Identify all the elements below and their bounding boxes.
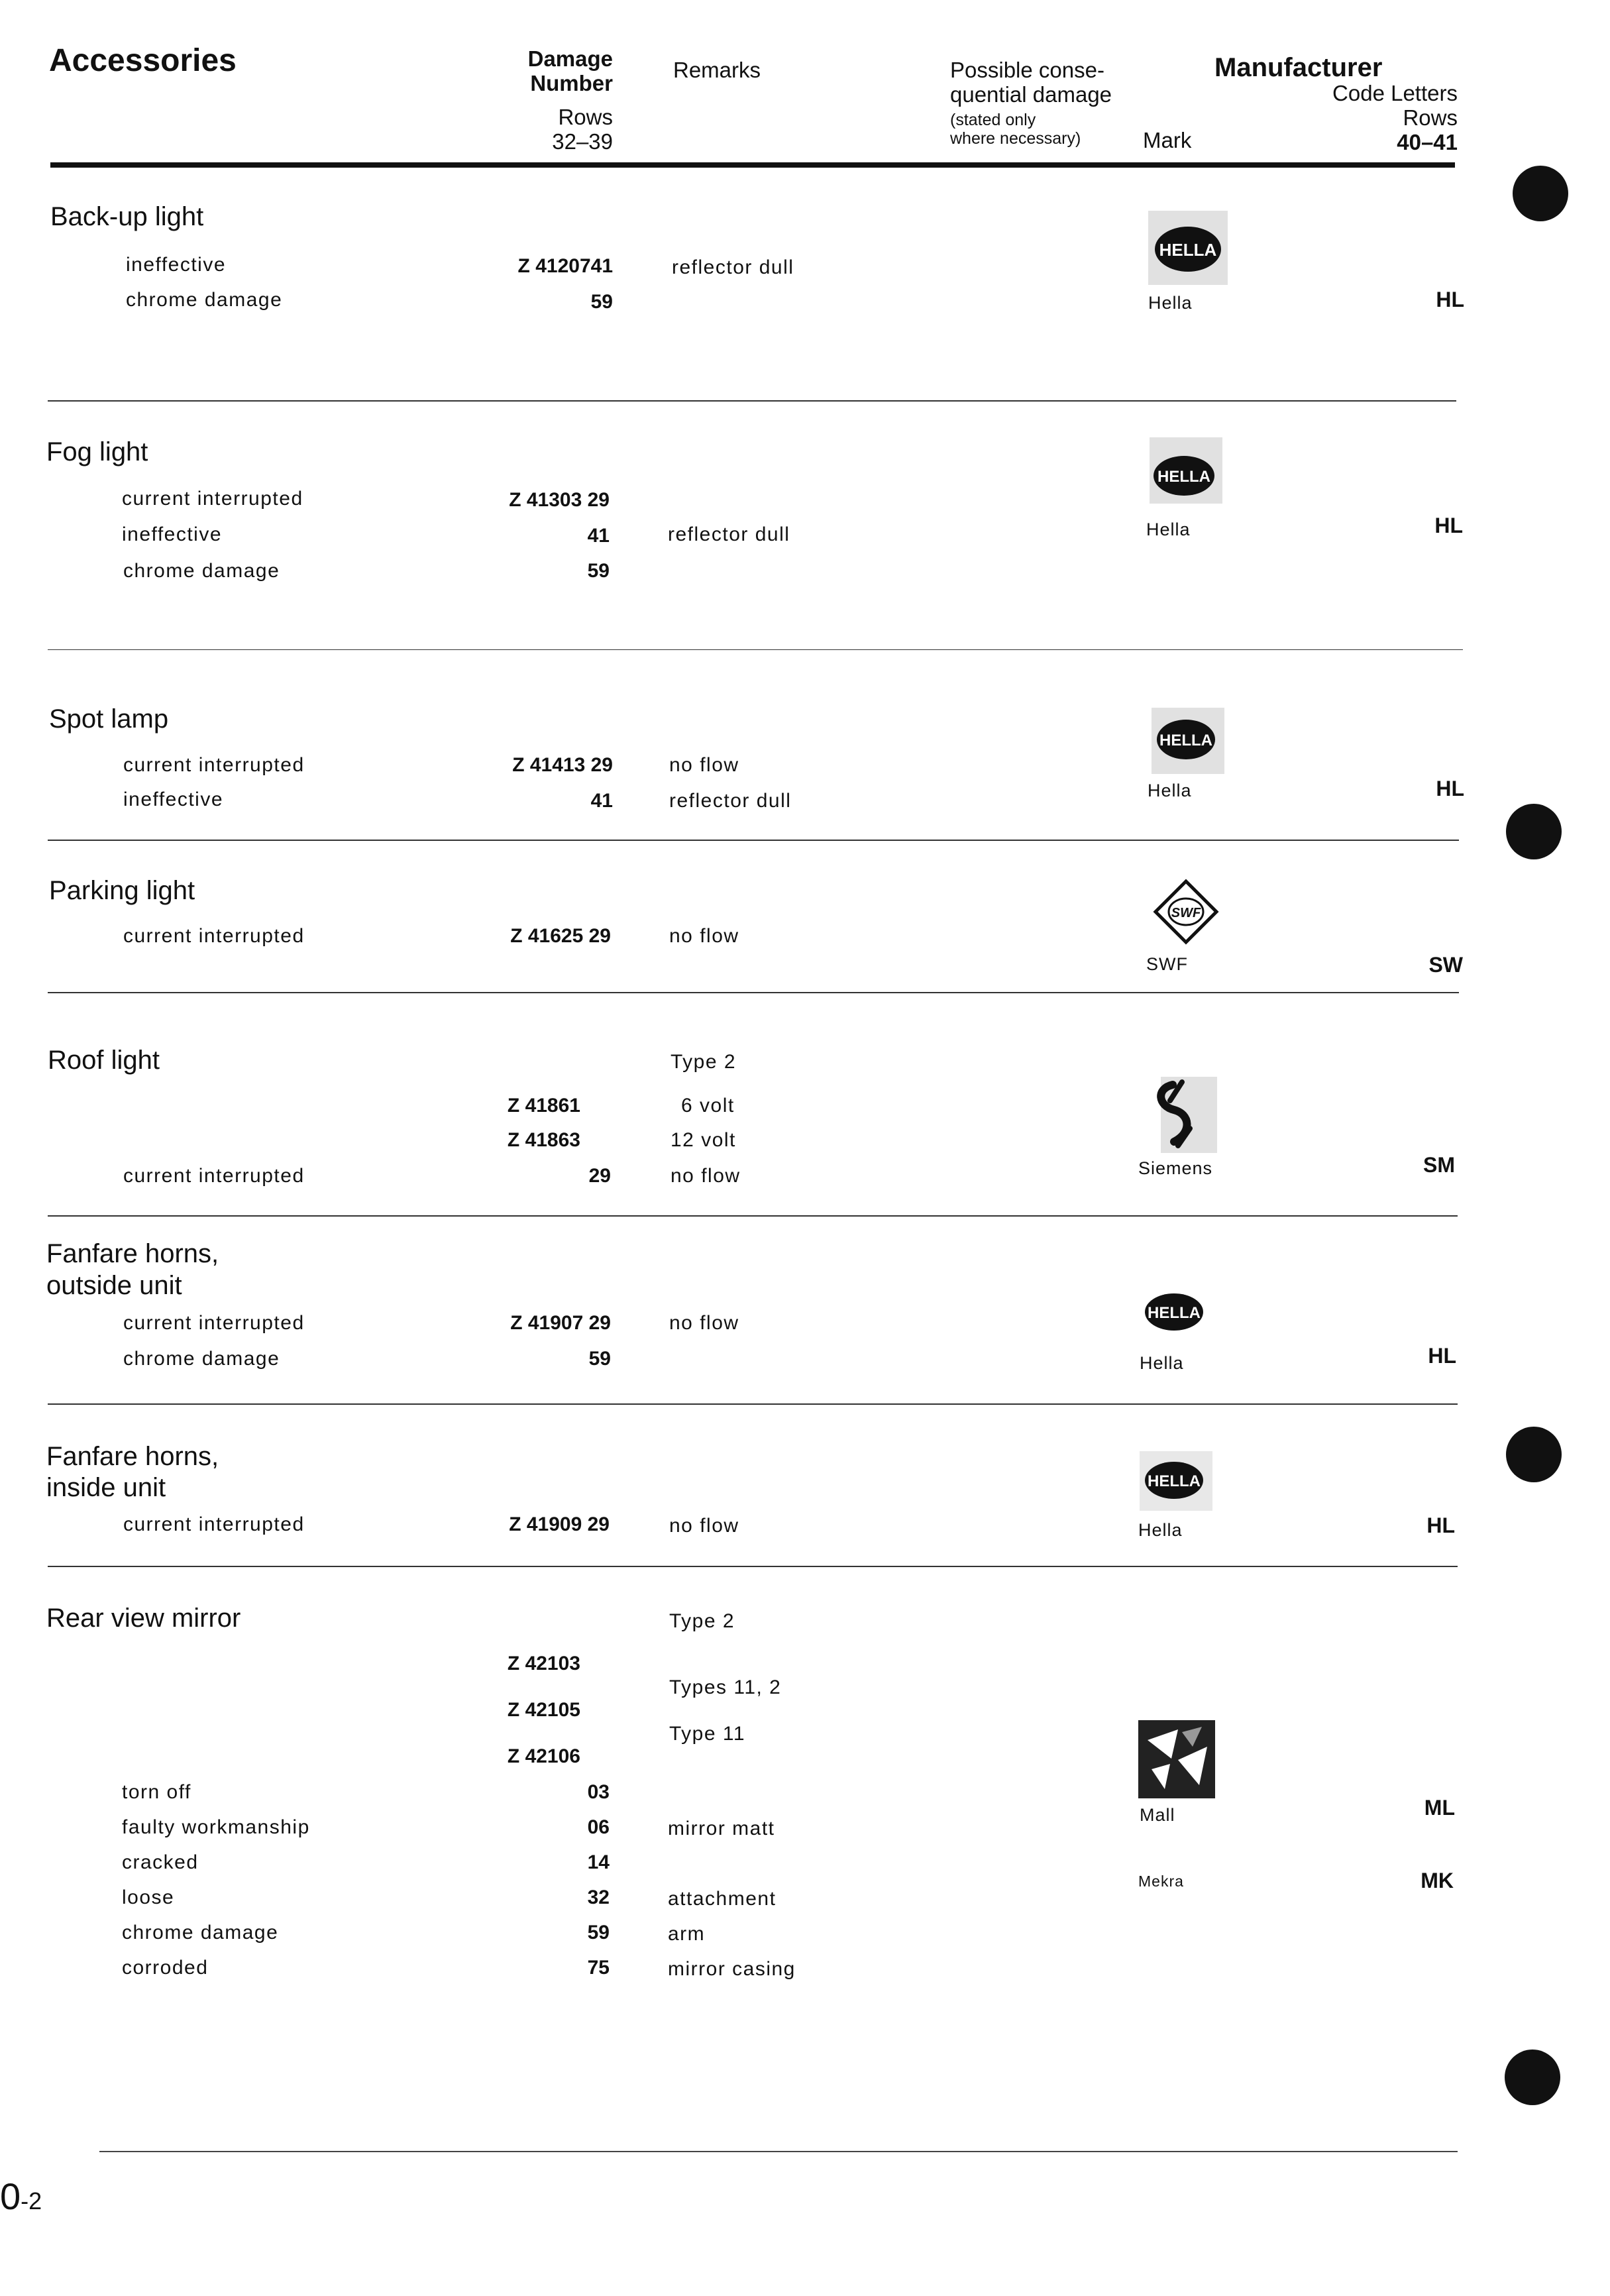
section-divider	[48, 1566, 1458, 1567]
damage-number: 03	[587, 1781, 610, 1803]
item-label: ineffective	[122, 523, 223, 545]
rows-label: Rows	[558, 105, 613, 129]
item-label: current interrupted	[122, 488, 303, 510]
damage-number: Z 41413 29	[512, 754, 613, 776]
page-number	[0, 2175, 42, 2218]
item-label: corroded	[122, 1957, 209, 1979]
section-title: Parking light	[49, 876, 195, 905]
rows-header	[464, 105, 613, 154]
remark: no flow	[669, 754, 739, 776]
item-label: ineffective	[123, 789, 224, 810]
item-label: current interrupted	[123, 1165, 305, 1187]
manufacturer-name: SWF	[1146, 954, 1188, 974]
code-letters-label: Code Letters	[1332, 81, 1458, 105]
variant-remark: Type 11	[669, 1723, 746, 1745]
remark: no flow	[669, 925, 739, 947]
manufacturer-name: Mall	[1140, 1805, 1175, 1825]
swf-logo-text: SWF	[1171, 906, 1201, 920]
variant-remark: 6 volt	[681, 1095, 735, 1117]
code-letters: ML	[1424, 1796, 1455, 1820]
page-number-main: 0	[0, 2175, 21, 2217]
code-letters: HL	[1426, 1513, 1455, 1537]
variant-remark: Types 11, 2	[669, 1676, 782, 1698]
variant-remark: 12 volt	[671, 1129, 736, 1151]
rows2-label: Rows	[1403, 105, 1458, 130]
damage-number: 59	[587, 560, 610, 582]
possible-line-4: where necessary)	[950, 129, 1081, 148]
manufacturer-name: Hella	[1148, 781, 1192, 800]
manufacturer-name: Hella	[1146, 519, 1191, 539]
remark: reflector dull	[669, 790, 792, 812]
possible-line-2: quential damage	[950, 82, 1112, 107]
item-label: current interrupted	[123, 754, 305, 776]
rows2-range: 40–41	[1397, 130, 1458, 154]
footer-divider	[99, 2151, 1458, 2152]
section-title-line-2: outside unit	[46, 1271, 182, 1300]
section-divider	[48, 992, 1459, 993]
remark: no flow	[669, 1312, 739, 1334]
damage-number-header	[464, 46, 613, 95]
remark: arm	[668, 1923, 706, 1945]
code-letters: HL	[1434, 514, 1463, 537]
section-divider	[48, 840, 1459, 841]
section-title: Spot lamp	[49, 704, 169, 734]
item-label: chrome damage	[122, 1922, 279, 1943]
rows-range: 32–39	[552, 129, 613, 154]
item-label: chrome damage	[123, 560, 280, 582]
code-letters: HL	[1436, 777, 1464, 800]
damage-number: Z 4120741	[517, 255, 613, 277]
damage-number: Z 41303 29	[509, 489, 610, 511]
damage-number-line-2: Number	[530, 71, 613, 95]
damage-number: 32	[587, 1886, 610, 1908]
hella-logo-icon	[1152, 708, 1224, 774]
section-title-line-2: inside unit	[46, 1473, 166, 1502]
damage-number: 41	[590, 790, 613, 812]
code-letters: HL	[1436, 288, 1464, 311]
remark: mirror matt	[668, 1818, 775, 1839]
damage-number: 75	[587, 1957, 610, 1979]
code-letters: SM	[1423, 1153, 1455, 1177]
hella-logo-text: HELLA	[1148, 1472, 1201, 1490]
manufacturer-name: Mekra	[1138, 1873, 1184, 1890]
code-letters-header	[1259, 81, 1458, 154]
variant-damage-number: Z 41863	[507, 1129, 580, 1151]
remark: attachment	[668, 1888, 777, 1910]
remark: reflector dull	[672, 256, 794, 278]
page-number-sub: -2	[21, 2187, 42, 2214]
hella-logo-icon	[1140, 1285, 1212, 1339]
item-label: faulty workmanship	[122, 1816, 310, 1838]
punch-hole-2	[1506, 804, 1562, 859]
remark: no flow	[669, 1515, 739, 1537]
item-label: torn off	[122, 1781, 191, 1803]
swf-logo-icon	[1153, 879, 1219, 945]
code-letters: SW	[1428, 953, 1463, 977]
remark: no flow	[671, 1165, 741, 1187]
hella-logo-icon	[1140, 1451, 1212, 1511]
section-title: Fog light	[46, 437, 148, 466]
manufacturer-header: Manufacturer	[1214, 53, 1383, 82]
damage-number: Z 41907 29	[510, 1312, 611, 1334]
type-remark: Type 2	[671, 1051, 737, 1073]
variant-damage-number: Z 41861	[507, 1095, 580, 1117]
hella-logo-text: HELLA	[1148, 1304, 1201, 1322]
type-remark: Type 2	[669, 1610, 735, 1632]
item-label: ineffective	[126, 254, 227, 276]
header-rule	[50, 162, 1455, 168]
hella-logo-text: HELLA	[1159, 240, 1217, 260]
manufacturer-name: Hella	[1148, 293, 1193, 313]
manufacturer-name: Hella	[1138, 1520, 1183, 1540]
manufacturer-name: Siemens	[1138, 1158, 1213, 1178]
section-divider	[48, 649, 1463, 650]
hella-logo-icon	[1150, 437, 1222, 504]
item-label: loose	[122, 1886, 175, 1908]
section-title: Rear view mirror	[46, 1604, 241, 1633]
damage-number: 06	[587, 1816, 610, 1838]
item-label: current interrupted	[123, 1513, 305, 1535]
remark: mirror casing	[668, 1958, 796, 1980]
variant-damage-number: Z 42105	[507, 1699, 580, 1721]
section-title-line-1: Fanfare horns,	[46, 1239, 219, 1268]
damage-number: 59	[588, 1348, 611, 1370]
damage-number: 59	[587, 1922, 610, 1943]
damage-number: 59	[590, 291, 613, 313]
variant-damage-number: Z 42106	[507, 1745, 580, 1767]
mall-logo-icon	[1138, 1720, 1215, 1798]
section-title: Back-up light	[50, 202, 204, 231]
section-title: Roof light	[48, 1046, 160, 1075]
hella-logo-text: HELLA	[1157, 468, 1210, 486]
item-label: chrome damage	[123, 1348, 280, 1370]
damage-number-line-1: Damage	[527, 46, 613, 71]
manufacturer-name: Hella	[1140, 1353, 1184, 1373]
damage-number: 29	[588, 1165, 611, 1187]
possible-line-1: Possible conse-	[950, 58, 1104, 82]
punch-hole-3	[1506, 1427, 1562, 1482]
mark-header: Mark	[1143, 128, 1192, 152]
hella-logo-icon	[1148, 211, 1228, 285]
siemens-logo-icon	[1141, 1077, 1217, 1153]
item-label: chrome damage	[126, 289, 283, 311]
damage-number: Z 41909 29	[509, 1513, 610, 1535]
punch-hole-1	[1513, 166, 1568, 221]
damage-number: 14	[587, 1851, 610, 1873]
hella-logo-text: HELLA	[1159, 732, 1212, 749]
remark: reflector dull	[668, 523, 790, 545]
punch-hole-4	[1505, 2050, 1560, 2105]
damage-number: 41	[587, 525, 610, 547]
item-label: current interrupted	[123, 925, 305, 947]
possible-line-3: (stated only	[950, 111, 1036, 129]
section-divider	[48, 400, 1456, 402]
section-title-line-1: Fanfare horns,	[46, 1442, 219, 1471]
section-divider	[48, 1403, 1458, 1405]
section-divider	[48, 1215, 1458, 1217]
item-label: cracked	[122, 1851, 199, 1873]
damage-number: Z 41625 29	[510, 925, 611, 947]
code-letters: MK	[1421, 1869, 1454, 1892]
item-label: current interrupted	[123, 1312, 305, 1334]
page-title: Accessories	[49, 43, 237, 78]
remarks-header: Remarks	[673, 58, 761, 82]
code-letters: HL	[1428, 1344, 1456, 1368]
variant-damage-number: Z 42103	[507, 1653, 580, 1674]
possible-damage-header	[950, 58, 1112, 148]
